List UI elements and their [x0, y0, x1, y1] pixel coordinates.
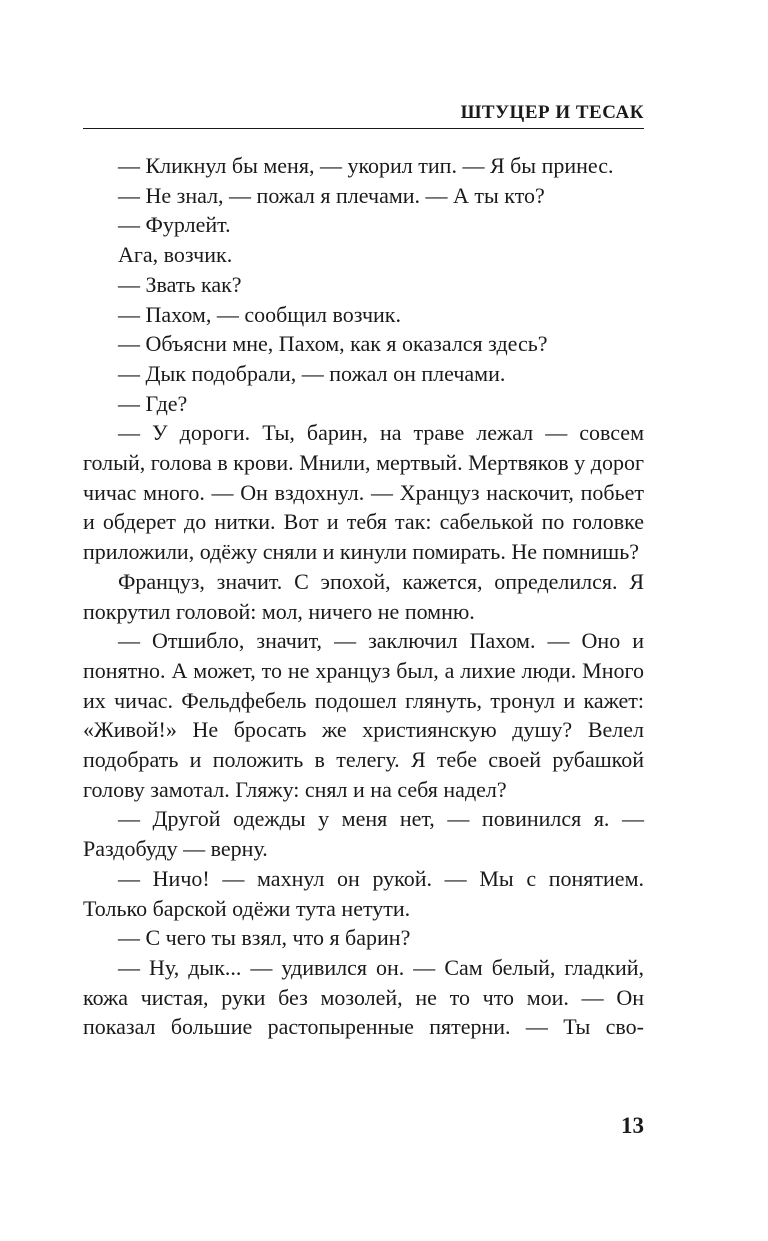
header-rule — [83, 128, 644, 129]
body-text — [83, 151, 644, 1042]
running-title: ШТУЦЕР И ТЕСАК — [460, 102, 644, 123]
paragraph: — Объясни мне, Пахом, как я оказался здесь? — [118, 331, 548, 357]
paragraph: — Другой одежды у меня нет, — повинился я. — Раздобуду — верну. — [83, 806, 644, 862]
paragraph: — Ничо! — махнул он рукой. — Мы с понятием. Только барской одёжи тута нетути. — [83, 865, 644, 921]
paragraph: Француз, значит. С эпохой, кажется, определился. Я покрутил головой: мол, ничего не помню. — [83, 568, 644, 624]
paragraph: Ага, возчик. — [118, 242, 233, 268]
paragraph: — Фурлейт. — [118, 212, 231, 238]
paragraph: — Отшибло, значит, — заключил Пахом. — Оно и понятно. А может, то не хранцуз был, а лихие люди. Много их чичас. Фельдфебель подошел глянуть, тронул и кажет: «Живой!» Не бросать же християнскую душу? Велел подобрать и положить в телегу. Я тебе своей рубашкой голову замотал. Гляжу: снял и на себя надел? — [83, 628, 644, 802]
page-number: 13 — [621, 1113, 644, 1138]
paragraph: — Ну, дык... — удивился он. — Сам белый, гладкий, кожа чистая, руки без мозолей, не то что мои. — Он показал большие растопыренные пятерни. — Ты сво- — [83, 954, 644, 1040]
paragraph: — С чего ты взял, что я барин? — [118, 925, 411, 951]
paragraph: — Дык подобрали, — пожал он плечами. — [118, 360, 506, 386]
paragraph: — Где? — [118, 390, 188, 416]
paragraph: — У дороги. Ты, барин, на траве лежал — совсем голый, голова в крови. Мнили, мертвый. Мертвяков у дорог чичас много. — Он вздохнул. — Хранцуз наскочит, побьет и обдерет до нитки. Вот и тебя так: сабелькой по головке приложили, одёжу сняли и кинули помирать. Не помнишь? — [83, 420, 644, 565]
book-page — [83, 0, 644, 1241]
paragraph: — Не знал, — пожал я плечами. — А ты кто? — [118, 182, 545, 208]
paragraph: — Пахом, — сообщил возчик. — [118, 301, 401, 327]
paragraph: — Кликнул бы меня, — укорил тип. — Я бы принес. — [118, 153, 614, 178]
paragraph: — Звать как? — [118, 271, 242, 297]
